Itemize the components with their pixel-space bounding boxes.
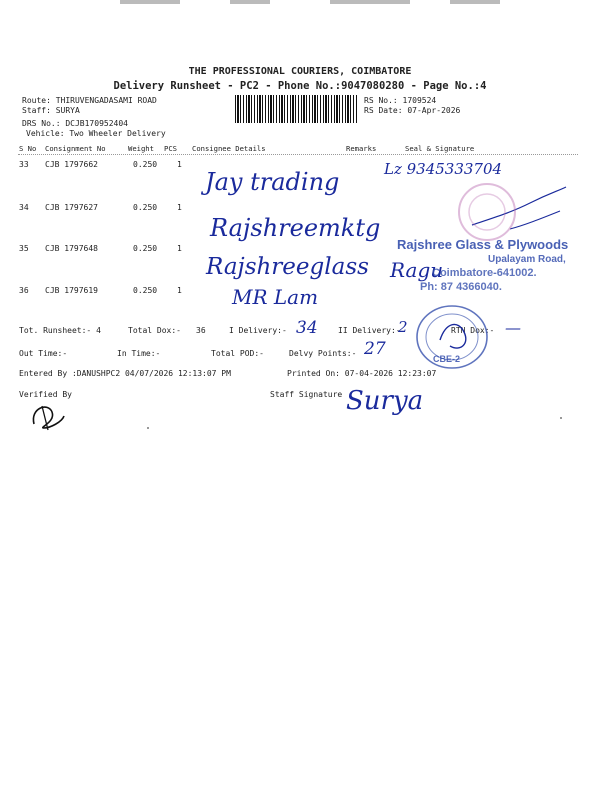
col-sno: S No (19, 144, 37, 153)
row-consignment: CJB 1797662 (45, 160, 98, 169)
total-pod-label: Total POD:- (211, 349, 264, 358)
rtn-dox-handwritten: — (505, 318, 521, 337)
row-sno: 33 (19, 160, 29, 169)
col-remarks: Remarks (346, 144, 377, 153)
rs-number: RS No.: 1709524 (364, 96, 437, 105)
staff-signature-label: Staff Signature (270, 390, 343, 399)
row-consignee-handwritten: Jay trading (205, 168, 340, 196)
row-pcs: 1 (177, 203, 182, 212)
ii-delivery-handwritten: 2 (398, 318, 408, 336)
faint-round-stamp (455, 180, 519, 244)
row-sno: 36 (19, 286, 29, 295)
barcode (235, 95, 358, 123)
row-weight: 0.250 (133, 203, 158, 212)
scan-edge-smudge (0, 0, 600, 6)
row-pcs: 1 (177, 244, 182, 253)
tot-runsheet: Tot. Runsheet:- 4 (19, 326, 101, 335)
col-seal-signature: Seal & Signature (405, 144, 475, 153)
stamp-line: Ph: 87 4366040. (420, 281, 502, 293)
verified-signature (28, 398, 68, 432)
vehicle-text: Vehicle: Two Wheeler Delivery (26, 129, 166, 138)
col-weight: Weight (128, 144, 154, 153)
row-sno: 35 (19, 244, 29, 253)
staff-text: Staff: SURYA (22, 106, 80, 115)
out-time-label: Out Time:- (19, 349, 68, 358)
signature-phone-handwritten: Lz 9345333704 (384, 160, 503, 178)
row-sno: 34 (19, 203, 29, 212)
col-consignment: Consignment No (45, 144, 106, 153)
verified-by-label: Verified By (19, 390, 72, 399)
total-dox-label: Total Dox:- (128, 326, 181, 335)
stamp-line: Coimbatore-641002. (432, 267, 537, 279)
col-pcs: PCS (164, 144, 177, 153)
header-divider (18, 154, 578, 155)
row-consignee-handwritten: Rajshreeglass (206, 254, 369, 280)
row-weight: 0.250 (133, 244, 158, 253)
signature-row35-handwritten: Ragu (390, 258, 444, 282)
col-consignee: Consignee Details (192, 144, 266, 153)
runsheet-title: Delivery Runsheet - PC2 - Phone No.:9047080280 - Page No.:4 (113, 80, 487, 92)
scan-speck (560, 417, 562, 419)
rs-date: RS Date: 07-Apr-2026 (364, 106, 461, 115)
company-title: THE PROFESSIONAL COURIERS, COIMBATORE (188, 66, 412, 77)
i-delivery-label: I Delivery:- (229, 326, 287, 335)
staff-signature-handwritten: Surya (346, 386, 424, 416)
row-consignment: CJB 1797648 (45, 244, 98, 253)
stamp-line: Upalayam Road, (488, 254, 566, 265)
total-dox-value: 36 (196, 326, 206, 335)
in-time-label: In Time:- (117, 349, 161, 358)
round-stamp-text: CBE-2 (433, 354, 461, 364)
delvy-points-label: Delvy Points:- (289, 349, 357, 358)
row-consignment: CJB 1797619 (45, 286, 98, 295)
row-consignment: CJB 1797627 (45, 203, 98, 212)
entered-by: Entered By :DANUSHPC2 04/07/2026 12:13:07 PM (19, 369, 231, 378)
row-consignee-handwritten: MR Lam (232, 285, 319, 309)
rtn-dox-label: RTN Dox:- (451, 326, 495, 335)
i-delivery-handwritten: 34 (296, 318, 318, 338)
printed-on: Printed On: 07-04-2026 12:23:07 (287, 369, 437, 378)
row-weight: 0.250 (133, 160, 158, 169)
row-consignee-handwritten: Rajshreemktg (210, 214, 381, 242)
stamp-line: Rajshree Glass & Plywoods (397, 237, 569, 252)
row-weight: 0.250 (133, 286, 158, 295)
delvy-points-handwritten: 27 (364, 339, 386, 359)
row-pcs: 1 (177, 286, 182, 295)
row-pcs: 1 (177, 160, 182, 169)
drs-text: DRS No.: DCJB170952404 (22, 119, 128, 128)
route-text: Route: THIRUVENGADASAMI ROAD (22, 96, 157, 105)
ii-delivery-label: II Delivery:- (338, 326, 401, 335)
scan-speck (147, 427, 149, 429)
